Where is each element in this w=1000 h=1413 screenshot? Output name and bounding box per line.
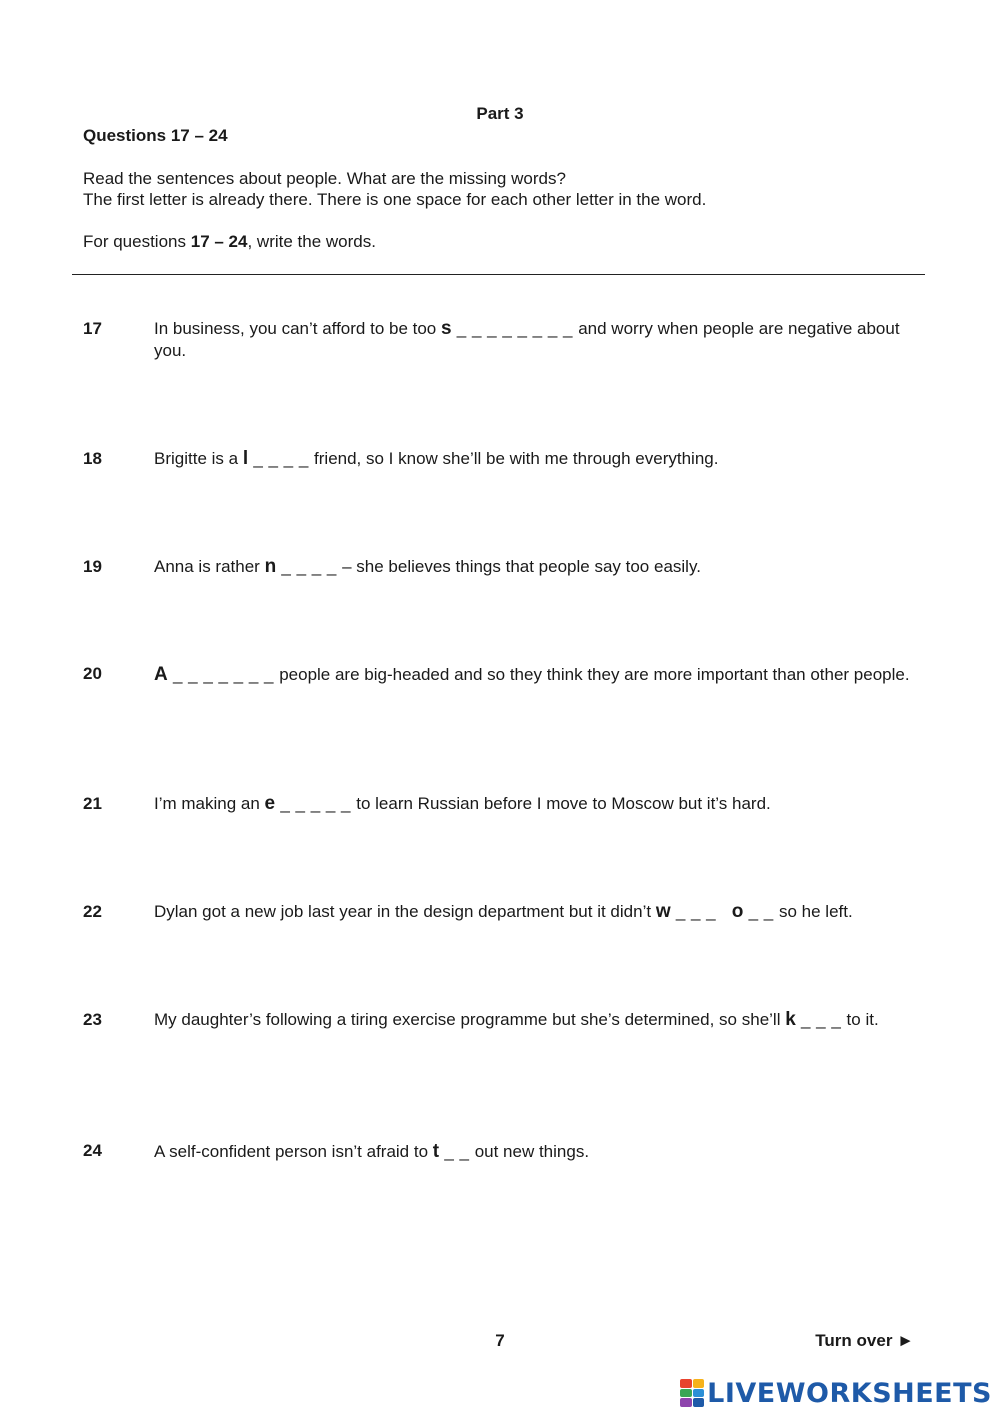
first-letter: k	[785, 1009, 796, 1030]
question-text: out new things.	[474, 1142, 590, 1161]
first-letter: s	[440, 318, 452, 339]
part-title: Part 3	[476, 104, 524, 123]
questions-range: Questions 17 – 24	[83, 126, 228, 145]
question-text: so he left.	[779, 902, 853, 921]
logo-tile	[693, 1389, 705, 1398]
first-letter: n	[264, 556, 277, 577]
logo-tile	[680, 1379, 692, 1388]
first-letter: w	[655, 901, 671, 922]
logo-tile	[693, 1398, 705, 1407]
page-number: 7	[495, 1331, 505, 1350]
first-letter: e	[264, 793, 276, 814]
logo-tile	[680, 1389, 692, 1398]
logo-tile	[680, 1398, 692, 1407]
instruction-prefix: For questions	[83, 232, 191, 251]
question-21	[154, 793, 919, 815]
question-23	[154, 1009, 919, 1031]
answer-blank[interactable]: _ _ _	[670, 902, 732, 921]
question-20	[154, 664, 919, 686]
logo-mark-icon	[680, 1379, 704, 1407]
question-17	[154, 318, 919, 362]
answer-blank[interactable]: _ _ _	[795, 1010, 847, 1029]
question-text: In business, you can’t afford to be too	[154, 319, 441, 338]
question-text: and worry when people are negative about you.	[154, 319, 900, 360]
question-18	[154, 448, 919, 470]
question-number-22: 22	[83, 902, 102, 921]
question-number-17: 17	[83, 319, 102, 338]
first-letter: A	[154, 664, 168, 685]
question-text: Dylan got a new job last year in the design department but it didn’t	[154, 902, 656, 921]
answer-blank[interactable]: _ _ _ _ _ _ _	[167, 665, 280, 684]
instruction-line-3	[83, 232, 376, 252]
question-text: A self-confident person isn’t afraid to	[154, 1142, 433, 1161]
answer-blank-second-word[interactable]: _ _	[743, 902, 779, 921]
answer-blank[interactable]: _ _ _ _ _	[275, 794, 357, 813]
question-text: to learn Russian before I move to Moscow but it’s hard.	[356, 794, 771, 813]
question-24	[154, 1141, 919, 1163]
instruction-range: 17 – 24	[190, 232, 248, 251]
first-letter: l	[242, 448, 249, 469]
first-letter: t	[432, 1141, 440, 1162]
question-text: – she believes things that people say too easily.	[342, 557, 701, 576]
question-number-18: 18	[83, 449, 102, 468]
question-text: I’m making an	[154, 794, 265, 813]
turn-over-label: Turn over ►	[815, 1331, 914, 1350]
question-text: to it.	[846, 1010, 879, 1029]
question-number-21: 21	[83, 794, 102, 813]
question-text: friend, so I know she’ll be with me through everything.	[314, 449, 719, 468]
logo-tile	[693, 1379, 705, 1388]
question-text: Brigitte is a	[154, 449, 243, 468]
question-number-19: 19	[83, 557, 102, 576]
instruction-line-1: Read the sentences about people. What are the missing words?	[83, 169, 566, 188]
answer-blank[interactable]: _ _ _ _ _ _ _ _	[451, 319, 579, 338]
question-text: people are big-headed and so they think they are more important than other people.	[279, 665, 910, 684]
answer-blank[interactable]: _ _ _ _	[276, 557, 343, 576]
question-number-24: 24	[83, 1141, 102, 1160]
question-22	[154, 901, 924, 923]
question-number-20: 20	[83, 664, 102, 683]
logo-text: LIVEWORKSHEETS	[707, 1377, 992, 1409]
first-letter-second-word: o	[731, 901, 744, 922]
instruction-suffix: , write the words.	[247, 232, 376, 251]
question-19	[154, 556, 919, 578]
liveworksheets-logo	[680, 1376, 992, 1410]
instruction-line-2: The first letter is already there. There is one space for each other letter in the word.	[83, 190, 707, 209]
answer-blank[interactable]: _ _ _ _	[248, 449, 315, 468]
question-number-23: 23	[83, 1010, 102, 1029]
question-text: Anna is rather	[154, 557, 265, 576]
answer-blank[interactable]: _ _	[439, 1142, 475, 1161]
question-text: My daughter’s following a tiring exercise programme but she’s determined, so she’ll	[154, 1010, 786, 1029]
divider-rule	[72, 274, 925, 275]
